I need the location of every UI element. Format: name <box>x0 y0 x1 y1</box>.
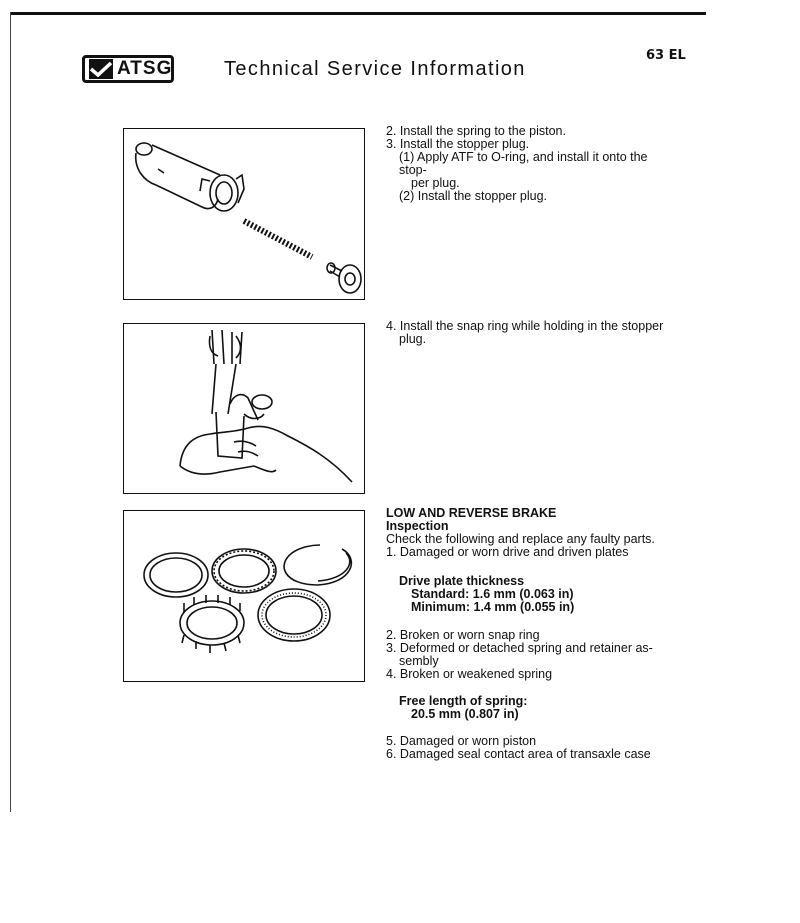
inspection-item-6: 6. Damaged seal contact area of transaxle case <box>386 747 651 761</box>
inspection-item-3-cont: sembly <box>399 654 439 668</box>
brake-plates-figure <box>123 510 365 682</box>
section-intro: Check the following and replace any faulty parts. <box>386 532 655 546</box>
step-4-snap-ring <box>386 320 676 346</box>
step-4: 4. Install the snap ring while holding in the stopper <box>386 319 664 333</box>
inspection-item-1: 1. Damaged or worn drive and driven plates <box>386 545 629 559</box>
left-border-line <box>10 12 11 812</box>
pliers-hand-illustration <box>124 324 363 492</box>
spec-spring-title: Free length of spring: <box>399 694 528 708</box>
atsg-logo <box>82 55 174 83</box>
logo-text: ATSG <box>117 58 173 79</box>
snap-ring-install-figure <box>123 323 365 494</box>
piston-spring-illustration <box>124 129 363 298</box>
spec-drive-plate-standard: Standard: 1.6 mm (0.063 in) <box>411 587 574 601</box>
page-number: 63 EL <box>646 48 686 63</box>
piston-spring-figure <box>123 128 365 300</box>
inspection-item-5: 5. Damaged or worn piston <box>386 734 537 748</box>
inspection-item-3: 3. Deformed or detached spring and retainer as- <box>386 641 653 655</box>
inspection-item-2: 2. Broken or worn snap ring <box>386 628 540 642</box>
plates-and-rings-illustration <box>124 511 363 680</box>
page-title: Technical Service Information <box>224 58 526 80</box>
substep-1-cont: per plug. <box>411 176 460 190</box>
step-4-cont: plug. <box>399 332 427 346</box>
substep-2: (2) Install the stopper plug. <box>399 189 547 203</box>
top-border-line <box>10 12 706 15</box>
spec-drive-plate-minimum: Minimum: 1.4 mm (0.055 in) <box>411 600 575 614</box>
section-subheading: Inspection <box>386 519 449 533</box>
substep-1: (1) Apply ATF to O-ring, and install it onto the stop- <box>399 150 648 177</box>
step-2: 2. Install the spring to the piston. <box>386 124 566 138</box>
steps-install-spring-plug <box>386 125 676 203</box>
step-3: 3. Install the stopper plug. <box>386 137 530 151</box>
spec-drive-plate-title: Drive plate thickness <box>399 574 525 588</box>
inspection-item-4: 4. Broken or weakened spring <box>386 667 553 681</box>
spec-spring-value: 20.5 mm (0.807 in) <box>411 707 519 721</box>
low-reverse-brake-section <box>386 507 676 761</box>
section-heading: LOW AND REVERSE BRAKE <box>386 506 557 520</box>
checkmark-icon <box>89 59 113 79</box>
